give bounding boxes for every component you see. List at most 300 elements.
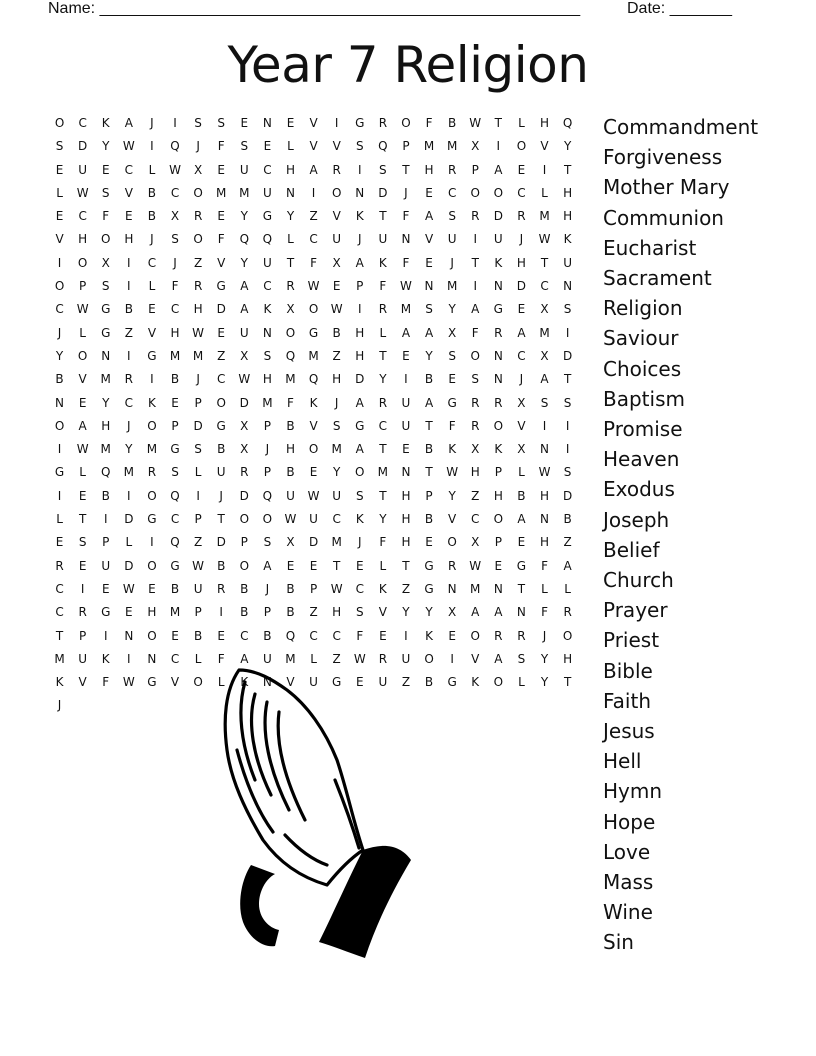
grid-letter: B [517,488,526,503]
grid-letter: T [425,418,433,433]
grid-letter: O [470,348,480,363]
grid-letter: Q [170,488,180,503]
grid-letter: L [79,325,86,340]
grid-letter: Y [55,348,64,363]
grid-letter: Y [540,651,549,666]
grid-letter: P [263,605,272,620]
grid-letter: I [542,418,547,433]
grid-letter: I [196,488,200,503]
grid-letter: Y [286,209,295,224]
grid-letter: B [217,558,226,573]
grid-letter: Q [285,628,296,643]
grid-letter: H [285,442,295,457]
grid-letter: I [103,628,108,643]
grid-letter: Q [285,348,296,363]
grid-letter: P [309,581,318,596]
grid-letter: C [540,279,549,294]
grid-letter: T [563,162,572,177]
word-list-item: Belief [603,537,660,562]
grid-letter: Z [217,348,226,363]
grid-letter: D [193,418,203,433]
grid-letter: A [471,605,480,620]
grid-letter: G [447,395,457,410]
grid-letter: N [401,465,411,480]
grid-letter: C [55,605,64,620]
grid-letter: W [169,162,181,177]
grid-letter: D [308,535,319,550]
grid-letter: J [173,255,177,270]
grid-letter: G [424,581,434,596]
grid-letter: X [240,442,249,457]
grid-letter: U [447,232,457,247]
grid-letter: B [193,628,203,643]
grid-letter: F [402,255,410,270]
grid-letter: I [404,372,408,387]
grid-letter: R [332,162,341,177]
grid-letter: W [192,325,205,340]
grid-letter: E [309,558,318,573]
grid-letter: P [356,279,364,294]
grid-letter: P [471,162,479,177]
page-title: Year 7 Religion [227,36,589,94]
grid-letter: S [332,418,341,433]
grid-letter: K [471,675,480,690]
grid-letter: I [57,488,62,503]
word-list-item: Church [603,568,674,593]
grid-letter: I [357,162,362,177]
grid-letter: R [124,372,133,387]
grid-letter: A [494,651,503,666]
grid-letter: H [540,488,550,503]
grid-letter: U [286,488,295,503]
grid-letter: Y [240,255,248,270]
grid-letter: J [519,372,524,387]
grid-letter: B [147,185,157,200]
grid-letter: A [78,418,87,433]
grid-letter: L [310,651,317,666]
grid-letter: N [447,581,457,596]
grid-letter: E [494,558,503,573]
grid-letter: S [78,535,87,550]
grid-letter: D [239,488,249,503]
grid-letter: P [194,512,202,527]
grid-letter: K [378,255,387,270]
grid-letter: Y [448,488,456,503]
grid-letter: V [170,675,180,690]
grid-letter: O [285,325,296,340]
grid-letter: O [493,418,504,433]
word-list-item: Sacrament [603,266,712,291]
grid-letter: Y [425,605,433,620]
grid-letter: U [401,395,411,410]
grid-letter: I [57,255,62,270]
grid-letter: T [402,558,410,573]
grid-letter: Q [170,535,180,550]
grid-letter: O [355,465,365,480]
grid-letter: O [493,185,504,200]
grid-letter: T [379,442,387,457]
grid-letter: Y [102,139,110,154]
grid-letter: O [470,628,480,643]
grid-letter: E [517,302,526,317]
grid-letter: A [401,325,411,340]
grid-letter: Q [170,139,180,154]
grid-letter: F [310,255,318,270]
grid-letter: L [379,558,387,573]
grid-letter: Y [540,675,549,690]
grid-letter: V [332,209,341,224]
grid-letter: L [518,116,525,130]
grid-letter: S [101,185,110,200]
grid-letter: H [401,535,411,550]
grid-letter: O [447,535,457,550]
grid-letter: F [356,628,364,643]
grid-letter: M [446,139,458,154]
grid-letter: V [78,372,87,387]
grid-letter: W [284,512,297,527]
grid-letter: W [469,558,482,573]
grid-letter: D [124,512,134,527]
grid-letter: X [170,209,180,224]
grid-letter: N [493,279,503,294]
grid-letter: I [57,442,62,457]
grid-letter: K [101,116,110,130]
grid-letter: F [471,325,479,340]
grid-letter: J [150,116,154,130]
grid-letter: N [493,348,503,363]
grid-letter: E [125,209,133,224]
grid-letter: P [425,488,433,503]
grid-letter: D [562,488,573,503]
grid-letter: J [404,185,408,200]
grid-letter: X [286,302,295,317]
grid-letter: O [193,232,203,247]
grid-letter: S [448,348,456,363]
grid-letter: I [150,535,154,550]
grid-letter: G [170,442,180,457]
grid-letter: C [332,628,341,643]
grid-letter: O [262,512,273,527]
grid-letter: Q [262,232,273,247]
grid-letter: G [101,605,111,620]
grid-letter: O [77,255,88,270]
grid-letter: T [563,372,572,387]
grid-letter: E [402,348,410,363]
grid-letter: W [400,279,412,294]
grid-letter: R [378,395,388,410]
grid-letter: E [55,209,64,224]
word-list-item: Faith [603,688,651,713]
grid-letter: S [563,465,572,480]
grid-letter: A [263,558,272,573]
grid-letter: O [54,116,65,130]
grid-letter: H [540,116,550,130]
grid-letter: C [471,512,480,527]
grid-letter: G [216,418,226,433]
grid-letter: H [285,162,295,177]
grid-letter: K [147,395,156,410]
grid-letter: P [194,395,202,410]
grid-letter: E [355,675,364,690]
grid-letter: K [494,255,503,270]
grid-letter: E [125,605,133,620]
grid-letter: Z [471,488,480,503]
grid-letter: O [147,488,157,503]
grid-letter: H [493,488,503,503]
grid-letter: J [57,698,62,713]
grid-letter: N [355,185,365,200]
grid-letter: T [563,675,572,690]
grid-letter: N [101,348,111,363]
grid-letter: F [102,209,110,224]
grid-letter: O [401,116,411,130]
grid-letter: E [332,279,341,294]
grid-letter: O [470,185,480,200]
grid-letter: K [309,395,318,410]
grid-letter: I [127,279,131,294]
grid-letter: E [78,558,87,573]
grid-letter: E [217,162,225,177]
grid-letter: C [517,348,526,363]
grid-letter: C [217,372,226,387]
grid-letter: O [193,185,203,200]
word-list-item: Hell [603,749,642,774]
grid-letter: M [239,185,250,200]
grid-letter: F [217,651,225,666]
word-list-item: Hymn [603,779,663,804]
grid-letter: I [565,442,570,457]
grid-letter: G [493,302,503,317]
grid-letter: F [402,209,410,224]
grid-letter: M [100,442,111,457]
grid-letter: S [171,465,179,480]
grid-letter: A [240,279,249,294]
grid-letter: O [147,628,157,643]
grid-letter: D [378,185,388,200]
grid-letter: T [286,255,295,270]
grid-letter: S [425,302,433,317]
word-list-item: Eucharist [603,235,697,260]
grid-letter: N [424,279,434,294]
grid-letter: E [101,581,110,596]
grid-letter: I [150,139,154,154]
grid-letter: G [147,512,157,527]
grid-letter: H [147,605,157,620]
grid-letter: O [147,418,157,433]
grid-letter: N [262,675,272,690]
grid-letter: I [80,581,85,596]
grid-letter: H [401,488,411,503]
grid-letter: W [238,372,251,387]
grid-letter: C [170,651,180,666]
grid-letter: L [541,581,548,596]
grid-letter: H [563,209,573,224]
grid-letter: V [124,185,133,200]
grid-letter: O [493,675,504,690]
grid-letter: V [217,255,226,270]
grid-letter: Z [401,675,411,690]
grid-letter: N [147,651,157,666]
grid-letter: X [540,302,549,317]
grid-letter: W [538,465,551,480]
grid-letter: M [54,651,65,666]
grid-letter: R [55,558,64,573]
grid-letter: Y [448,302,456,317]
grid-letter: D [78,139,88,154]
grid-letter: U [378,232,388,247]
grid-letter: R [378,651,388,666]
grid-letter: E [240,116,249,130]
grid-letter: E [448,372,456,387]
grid-letter: M [423,139,435,154]
grid-letter: G [308,325,319,340]
grid-letter: J [542,628,547,643]
grid-letter: C [309,628,318,643]
grid-letter: G [355,418,365,433]
grid-letter: H [332,372,342,387]
grid-letter: X [517,395,526,410]
grid-letter: U [78,162,88,177]
grid-letter: M [146,442,158,457]
grid-letter: H [124,232,134,247]
grid-letter: T [494,116,502,130]
grid-letter: A [471,302,480,317]
grid-letter: M [470,581,481,596]
word-list-item: Mother Mary [603,175,730,200]
grid-letter: S [240,139,249,154]
grid-letter: U [216,465,226,480]
grid-letter: T [402,162,410,177]
grid-letter: X [540,348,549,363]
grid-letter: G [332,675,342,690]
grid-letter: X [240,348,249,363]
grid-letter: O [193,675,203,690]
grid-letter: O [147,558,157,573]
grid-letter: L [56,185,63,200]
grid-letter: E [78,488,87,503]
grid-letter: F [541,605,548,620]
grid-letter: V [471,651,480,666]
grid-letter: I [127,255,131,270]
grid-letter: S [517,651,526,666]
grid-letter: J [450,255,454,270]
grid-letter: P [79,628,87,643]
grid-letter: L [287,232,294,247]
grid-letter: B [240,605,249,620]
grid-letter: Z [401,581,411,596]
grid-letter: H [332,605,342,620]
grid-letter: W [307,488,320,503]
grid-letter: B [170,581,180,596]
grid-letter: M [400,302,412,317]
grid-letter: M [331,442,342,457]
grid-letter: H [193,302,203,317]
grid-letter: D [562,348,573,363]
grid-letter: A [517,325,526,340]
grid-letter: A [424,395,434,410]
grid-letter: B [240,581,249,596]
grid-letter: M [123,465,134,480]
grid-letter: E [217,325,225,340]
grid-letter: S [563,395,572,410]
word-list-item: Hope [603,809,656,834]
grid-letter: M [169,348,181,363]
grid-letter: G [516,558,527,573]
grid-letter: Q [562,116,573,130]
grid-letter: S [263,535,272,550]
grid-letter: M [216,185,227,200]
grid-letter: T [379,209,387,224]
grid-letter: P [171,418,179,433]
grid-letter: E [448,628,456,643]
grid-letter: V [286,675,295,690]
grid-letter: T [517,581,526,596]
grid-letter: I [127,348,131,363]
grid-letter: R [563,605,572,620]
word-list-item: Sin [603,930,634,955]
grid-letter: L [194,651,202,666]
grid-letter: B [101,488,110,503]
grid-letter: O [424,651,434,666]
word-list-item: Heaven [603,447,680,472]
grid-letter: P [240,535,248,550]
grid-letter: U [239,162,249,177]
grid-letter: B [448,116,457,130]
grid-letter: V [309,139,318,154]
grid-letter: M [285,651,296,666]
grid-letter: U [239,325,249,340]
grid-letter: U [378,675,388,690]
grid-letter: P [102,535,110,550]
grid-letter: Q [378,139,388,154]
grid-letter: O [493,512,504,527]
grid-letter: C [332,512,341,527]
grid-letter: B [124,302,133,317]
grid-letter: V [147,325,157,340]
grid-letter: L [79,465,86,480]
grid-letter: M [539,209,550,224]
grid-letter: B [55,372,64,387]
grid-letter: F [171,279,179,294]
grid-letter: W [538,232,551,247]
grid-letter: Z [193,255,203,270]
grid-letter: N [55,395,65,410]
grid-letter: R [471,395,480,410]
grid-letter: E [425,255,433,270]
grid-letter: X [448,605,457,620]
grid-letter: R [78,605,87,620]
grid-letter: X [193,162,203,177]
word-search-grid [48,112,579,718]
grid-letter: O [516,139,527,154]
grid-letter: F [217,232,225,247]
grid-letter: Q [308,372,319,387]
grid-letter: D [216,535,226,550]
grid-letter: R [447,162,457,177]
grid-letter: B [286,418,295,433]
grid-letter: H [424,162,434,177]
grid-letter: J [357,535,362,550]
grid-letter: M [331,535,342,550]
grid-letter: X [471,535,480,550]
grid-letter: B [147,209,157,224]
grid-letter: Y [240,209,248,224]
grid-letter: I [127,488,131,503]
grid-letter: A [240,651,249,666]
grid-letter: E [171,628,179,643]
grid-letter: O [239,512,250,527]
grid-letter: F [217,139,225,154]
